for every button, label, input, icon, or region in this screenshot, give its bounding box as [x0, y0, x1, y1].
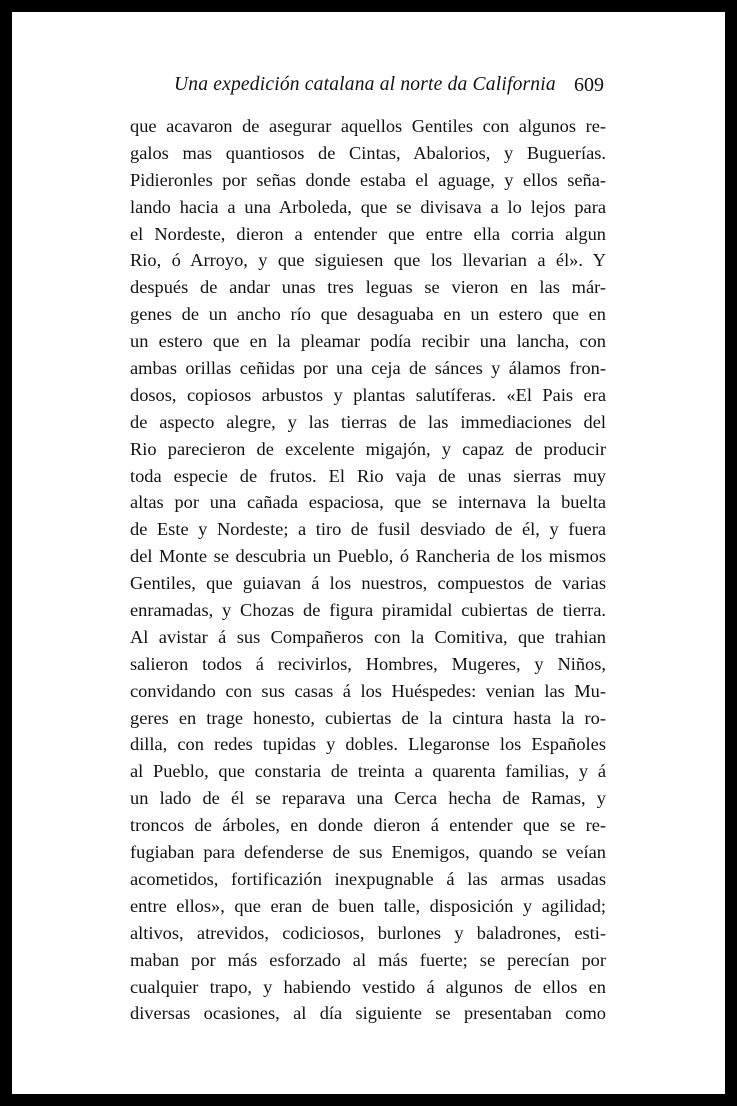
text-line: cualquier trapo, y habiendo vestido á algunos de ellos en [130, 976, 606, 997]
text-line: un lado de él se reparava una Cerca hecha de Ramas, y [130, 788, 606, 809]
text-line: ambas orillas ceñidas por una ceja de sánces y álamos fron- [130, 358, 606, 379]
text-line: del Monte se descubria un Pueblo, ó Rancheria de los mismos [130, 546, 606, 567]
text-line: entre ellos», que eran de buen talle, disposición y agilidad; [130, 895, 606, 916]
body-text [130, 113, 606, 1027]
text-line: el Nordeste, dieron a entender que entre ella corria algun [130, 223, 606, 244]
text-line: lando hacia a una Arboleda, que se divisava a lo lejos para [130, 196, 606, 217]
text-line: dosos, copiosos arbustos y plantas salutíferas. «El Pais era [130, 384, 606, 405]
text-line: genes de un ancho río que desaguaba en un estero que en [130, 304, 606, 325]
text-line: que acavaron de asegurar aquellos Gentiles con algunos re- [130, 116, 606, 136]
text-line: Rio, ó Arroyo, y que siguiesen que los llevarian a él». Y [130, 250, 606, 271]
text-line: dilla, con redes tupidas y dobles. Llegaronse los Españoles [130, 734, 606, 755]
text-line: geres en trage honesto, cubiertas de la cintura hasta la ro- [130, 707, 606, 728]
text-line: Al avistar á sus Compañeros con la Comitiva, que trahian [130, 626, 606, 647]
text-line: enramadas, y Chozas de figura piramidal cubiertas de tierra. [130, 600, 606, 621]
text-line: al Pueblo, que constaria de treinta a quarenta familias, y á [130, 761, 606, 782]
text-line: de Este y Nordeste; a tiro de fusil desviado de él, y fuera [130, 519, 606, 540]
text-line: Gentiles, que guiavan á los nuestros, compuestos de varias [130, 573, 606, 594]
text-line: diversas ocasiones, al día siguiente se presentaban como [130, 1003, 606, 1024]
text-line: salieron todos á recivirlos, Hombres, Mugeres, y Niños, [130, 653, 606, 674]
text-line: maban por más esforzado al más fuerte; se perecían por [130, 949, 606, 970]
text-line: acometidos, fortificazión inexpugnable á las armas usadas [130, 868, 606, 889]
text-line: después de andar unas tres leguas se vieron en las már- [130, 277, 606, 298]
page-number: 609 [574, 74, 604, 96]
text-line: un estero que en la pleamar podía recibir una lancha, con [130, 331, 606, 352]
text-line: de aspecto alegre, y las tierras de las immediaciones del [130, 411, 606, 432]
book-page [12, 12, 725, 1094]
text-line: Rio parecieron de excelente migajón, y capaz de producir [130, 438, 606, 459]
running-title: Una expedición catalana al norte da California [174, 74, 556, 95]
text-line: fugiaban para defenderse de sus Enemigos, quando se veían [130, 842, 606, 863]
text-line: altivos, atrevidos, codiciosos, burlones y baladrones, esti- [130, 922, 606, 943]
text-line: toda especie de frutos. El Rio vaja de unas sierras muy [130, 465, 606, 486]
text-line: altas por una cañada espaciosa, que se internava la buelta [130, 492, 606, 513]
text-line: Pidieronles por señas donde estaba el aguage, y ellos seña- [130, 169, 606, 190]
text-line: convidando con sus casas á los Huéspedes: venian las Mu- [130, 680, 606, 701]
text-line: galos mas quantiosos de Cintas, Abalorios, y Buguerías. [130, 142, 606, 163]
text-line: troncos de árboles, en donde dieron á entender que se re- [130, 815, 606, 836]
running-head [12, 70, 612, 110]
